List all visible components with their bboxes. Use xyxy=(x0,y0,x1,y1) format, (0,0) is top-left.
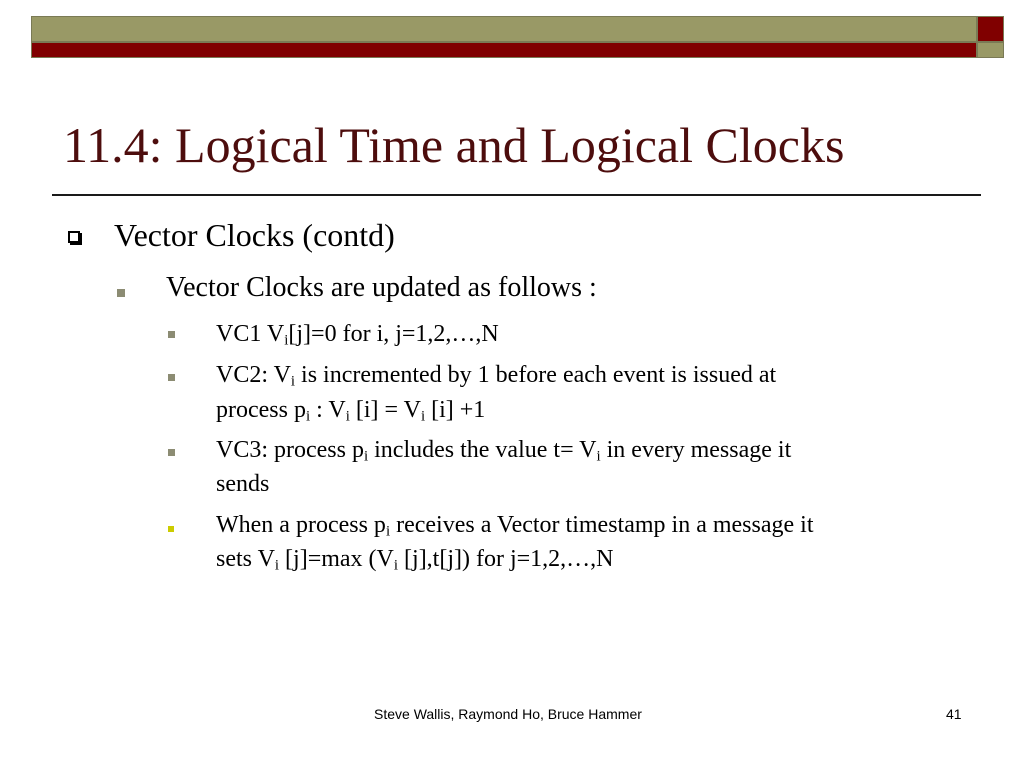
rule-vc3-line1: VC3: process $p_i$ includes the value $t= V_i$ in every message it xyxy=(216,437,792,465)
hollow-square-bullet-icon xyxy=(68,231,80,243)
title-divider xyxy=(52,194,981,196)
square-bullet-icon xyxy=(168,449,175,456)
rule-vc2-line2: process $p_i$ : $V_i$ $[i] = V_i$ [i] +1 xyxy=(216,397,486,425)
square-bullet-icon xyxy=(117,289,125,297)
footer-authors: Steve Wallis, Raymond Ho, Bruce Hammer xyxy=(374,706,642,722)
square-bullet-icon xyxy=(168,331,175,338)
header-olive-square xyxy=(977,42,1004,58)
square-bullet-icon xyxy=(168,374,175,381)
header-maroon-square xyxy=(977,16,1004,42)
slide-number: 41 xyxy=(946,706,962,722)
header-olive-bar xyxy=(31,16,977,42)
rule-receive-line1: When a process $p_i$ receives a Vector timestamp in a message it xyxy=(216,512,814,540)
bullet-updated-as-follows: Vector Clocks are updated as follows : xyxy=(166,272,597,303)
rule-vc3-line2: sends xyxy=(216,471,270,497)
rule-vc1: VC1 $V_i[j]=0$ for i, j=1,2,…,N xyxy=(216,321,499,349)
slide-title: 11.4: Logical Time and Logical Clocks xyxy=(63,117,845,173)
rule-vc2-line1: VC2: $V_i$ is incremented by 1 before each event is issued at xyxy=(216,362,777,390)
rule-receive-line2: sets $V_i$ [j]=max ($V_i$ [j],t[j]) for j=1,2,…,N xyxy=(216,546,614,574)
yellow-square-bullet-icon xyxy=(168,526,174,532)
bullet-vector-clocks-contd: Vector Clocks (contd) xyxy=(114,217,395,253)
header-maroon-bar xyxy=(31,42,977,58)
